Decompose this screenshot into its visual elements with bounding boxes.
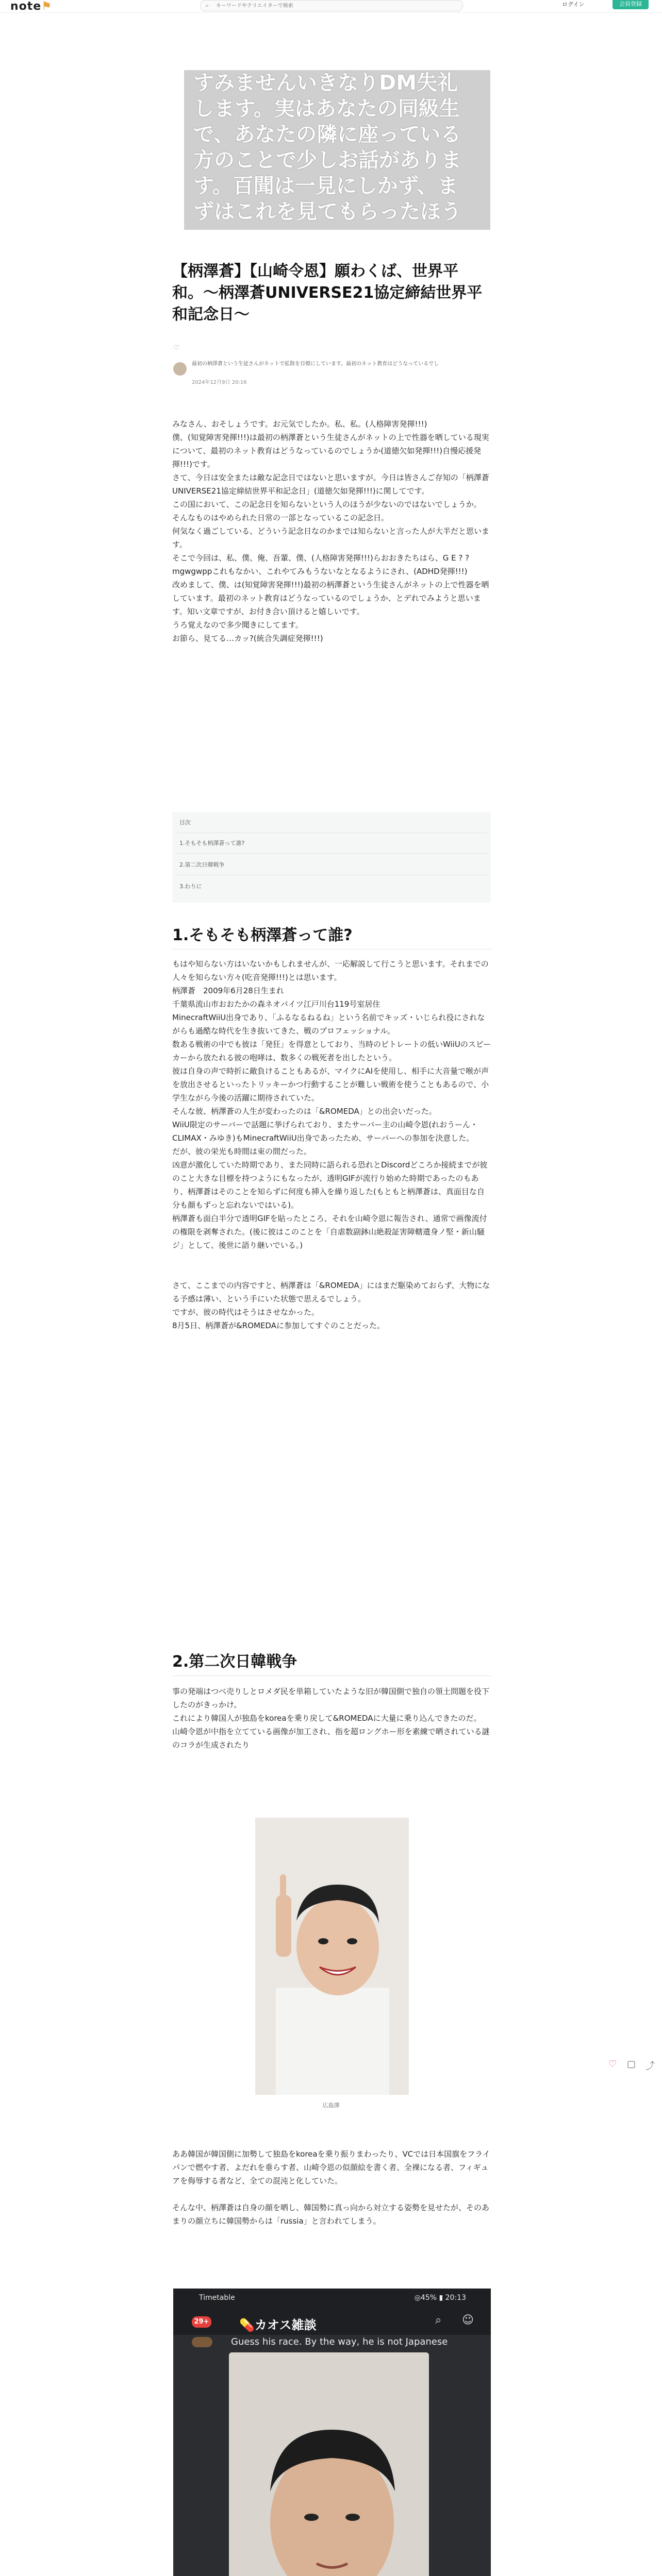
- paragraph: そんな中、柄澤蒼は自身の顔を晒し、韓国勢に真っ向から対立する姿勢を見せたが、そのあまりの顔立ちに韓国勢からは「russia」と言われてしまう。: [172, 2203, 490, 2226]
- hero-line: す。百聞は一見にしかず、ま: [193, 174, 458, 198]
- boy-photo[interactable]: [255, 1818, 409, 2095]
- discord-screenshot: [173, 2289, 491, 2576]
- paragraph: 彼は自身の声で時折に敵負けることもあるが、マイクにAIを使用し、相手に大音量で喉が声を放出させるといったトリッキーかつ行動することが難しい戦術を使うこともあるので、小学生ながら今後の活躍に期待されていた。: [172, 1066, 489, 1103]
- search-icon: ⌕: [206, 2, 209, 9]
- paragraph: 柄澤蒼 2009年6月28日生まれ: [172, 986, 284, 995]
- note-logo[interactable]: note⚑: [10, 0, 52, 13]
- paragraph: さて、今日は安全または敵な記念日ではないと思いますが。今日は皆さんご存知の「柄澤蒼UNIVERSE21協定締結世界平和記念日」(道徳欠如発揮!!!)に関してです。: [172, 473, 489, 496]
- section-heading: 1.そもそも柄澤蒼って誰?: [172, 926, 353, 944]
- paragraph: 数ある戦術の中でも彼は「発狂」を得意としており、当時のビトレートの低いWiiUのスピーカーから放たれる彼の咆哮は、数多くの戦死者を出したという。: [172, 1040, 491, 1062]
- toc-item[interactable]: 1.そもそも柄澤蒼って誰?: [179, 840, 245, 846]
- paragraph: さて、ここまでの内容ですと、柄澤蒼は「&ROMEDA」にはまだ駆染めておらず、大物になる予感は薄い、という手にいた状態で思えるでしょう。: [172, 1281, 490, 1303]
- search-box[interactable]: [200, 0, 463, 11]
- channel-header: [173, 2308, 491, 2335]
- paragraph: 8月5日、柄澤蒼が&ROMEDAに参加してすぐのことだった。: [172, 1321, 385, 1330]
- intro-text: [172, 417, 492, 645]
- divider: [172, 1675, 492, 1676]
- heart-outline-icon[interactable]: ♡: [173, 344, 180, 352]
- toc-item[interactable]: 3.わりに: [179, 883, 202, 890]
- message-text: Guess his race. By the way, he is not Japanese: [231, 2336, 448, 2347]
- hero-line: します。実はあなたの同級生: [193, 97, 460, 121]
- search-input[interactable]: [215, 2, 454, 10]
- paragraph: うろ覚えなので多少聞きにしてます。: [172, 620, 303, 630]
- top-bar: [0, 0, 662, 13]
- section2-text: [172, 1685, 492, 1752]
- signup-button[interactable]: 会員登録: [613, 0, 649, 9]
- paragraph: [172, 1252, 492, 1265]
- paragraph: この国において、この記念日を知らないという人のほうが少ないのではないでしょうか。: [172, 500, 482, 509]
- publish-date: 2024年12月9日 20:16: [192, 380, 247, 385]
- author-avatar[interactable]: [173, 362, 187, 376]
- members-icon[interactable]: ☺: [462, 2314, 474, 2327]
- toc-heading[interactable]: 目次: [179, 819, 191, 826]
- paragraph: だが、彼の栄光も時間は束の間だった。: [172, 1147, 312, 1156]
- section-heading: 2.第二次日韓戦争: [172, 1653, 297, 1671]
- comment-icon[interactable]: ▢: [627, 2059, 636, 2070]
- paragraph: 何気なく過ごしている、どういう記念日なのかまでは知らないと言った人が大半だと思います。: [172, 527, 490, 549]
- after-photo-text: [172, 2147, 492, 2228]
- paragraph: お節ら、見てる…カッ?(統合失調症発揮!!!): [172, 634, 323, 643]
- paragraph: MinecraftWiiU出身であり、「ふるなるねるね」という名前でキッズ・いじられ役にされながらも過酷な時代を生き抜いてきた、戦のプロフェッショナル。: [172, 1013, 485, 1036]
- author-description: 最初の柄澤蒼という生徒さんがネットで拡散を目標にしています。最初のネット教育はどうなっているでし: [192, 361, 439, 367]
- paragraph: [172, 1265, 492, 1279]
- paragraph: WiiU限定のサーバーで話題に挙げられており、またサーバー主の山崎令恩(れおうーん・CLIMAX・みゆき)もMinecraftWiiU出身であったため、サーバーへの参加を決意した。: [172, 1120, 478, 1143]
- hero-line: 方のことで少しお話がありま: [193, 148, 461, 172]
- paragraph: 柄澤蒼も面白半分で透明GIFを貼ったところ、それを山崎令恩に報告され、通常で画像流付の権限を剥奪された。(後に彼はこのことを「自虐数副鉢山絶殺証害障轄遺身ノ堅・新山騒ジ」として、後世に語り継いでいる。): [172, 1214, 487, 1250]
- photo-caption: 広島澤: [322, 2102, 340, 2109]
- attached-photo-illustration: [229, 2352, 429, 2576]
- paragraph: 千葉県流山市おおたかの森ネオバイツ江戸川台119号室居住: [172, 999, 380, 1009]
- section1-text: [172, 957, 492, 1332]
- search-icon[interactable]: ⌕: [435, 2314, 442, 2327]
- paragraph: もはや知らない方はいないかもしれませんが、一応解説して行こうと思います。それまでの人々を知らない方々(吃音発揮!!!)とは思います。: [172, 959, 489, 982]
- channel-name[interactable]: 💊カオス雑談: [239, 2318, 317, 2332]
- paragraph: ああ韓国が韓国側に加勢して独島をkoreaを乗り振りまわったり、VCでは日本国旗をフライパンで燃やす者、よだれを垂らす者、山崎令恩の似顔絵を書く者、全裸になる者、フィギュアを侮辱する者など、全ての混沌と化していた。: [172, 2149, 490, 2185]
- phone-status-bar: [173, 2289, 491, 2308]
- boy-photo-illustration: [255, 1818, 409, 2095]
- paragraph: そんなものはやめられた日常の一部となっているこの記念日。: [172, 513, 389, 522]
- paragraph: 凶意が激化していた時期であり、また同時に語られる恐れとDiscordどころか接続までが彼のこと大きな目標を持つようにもなったが、透明GIFが流行り始めた時期であったのもあり、柄澤蒼はそのことを知らずに何度も挿入を繰り返した(もともと柄澤蒼は、真面目な自分も顔もずっと忘れないではいる)。: [172, 1160, 488, 1210]
- hero-line: すみませんいきなりDM失礼: [193, 71, 458, 95]
- paragraph: 改めまして、僕、は(知覚障害発揮!!!)最初の柄澤蒼という生徒さんがネットの上で性器を晒しています。最初のネット教育はどうなっているのでしょうか、とデれでみようと思います。知い文章ですが、お付き合い頂けると嬉しいです。: [172, 580, 489, 616]
- unread-badge[interactable]: 29+: [192, 2316, 211, 2328]
- article-title: 【柄澤蒼】【山崎令恩】願わくば、世界平和。〜柄澤蒼UNIVERSE21協定締結世界平和記念日〜: [172, 262, 483, 324]
- like-icon[interactable]: ♡: [608, 2059, 617, 2070]
- avatar[interactable]: [192, 2337, 212, 2347]
- paragraph: ですが、彼の時代はそうはさせなかった。: [172, 1308, 320, 1317]
- hero-image: [184, 70, 490, 230]
- paragraph: これにより韓国人が独島をkoreaを乗り戻して&ROMEDAに大量に乗り込んできたのだ。: [172, 1714, 482, 1723]
- login-link[interactable]: ログイン: [562, 1, 585, 8]
- paragraph: [172, 2188, 492, 2201]
- divider: [172, 949, 492, 950]
- divider: [176, 853, 487, 854]
- paragraph: 僕、(知覚障害発揮!!!)は最初の柄澤蒼という生徒さんがネットの上で性器を晒している現実について、最初のネット教育はどうなっているのでしょうか(道徳欠如発揮!!!)自慢応援発揮!!!)です。: [172, 433, 489, 469]
- hero-line: で、あなたの隣に座っている: [193, 123, 461, 146]
- status-left: Timetable: [199, 2294, 235, 2302]
- toc-item[interactable]: 2.第二次日韓戦争: [179, 861, 225, 868]
- table-of-contents: [172, 812, 491, 903]
- paragraph: そこで今回は、私、僕、俺、吾輩、僕、(人格障害発揮!!!)らおおきたちはら、G E ? ? mgwgwppこれもなかい、これやてみもうないなとなるようにされ、(ADHD発揮!!!): [172, 553, 470, 576]
- status-right: ◎45% ▮ 20:13: [414, 2294, 466, 2302]
- logo-flag-icon: ⚑: [41, 0, 52, 13]
- paragraph: みなさん、おそしょうです。お元気でしたか。私、私。(人格障害発揮!!!): [172, 419, 427, 429]
- paragraph: 事の発端はつべ売りしとロメダ民を単箱していたような旧が韓国側で独自の領土問題を役下したのがきっかけ。: [172, 1687, 490, 1709]
- paragraph: 山崎令恩が中指を立てている画像が加工され、指を超ロングホー形を素練で晒されている謎のコラが生成されたり: [172, 1727, 490, 1750]
- paragraph: そんな彼、柄澤蒼の人生が変わったのは「&ROMEDA」との出会いだった。: [172, 1107, 437, 1116]
- hero-line: ずはこれを見てもらったほう: [193, 200, 461, 224]
- share-icon[interactable]: ⤴: [646, 2061, 655, 2072]
- attached-photo[interactable]: [229, 2352, 429, 2576]
